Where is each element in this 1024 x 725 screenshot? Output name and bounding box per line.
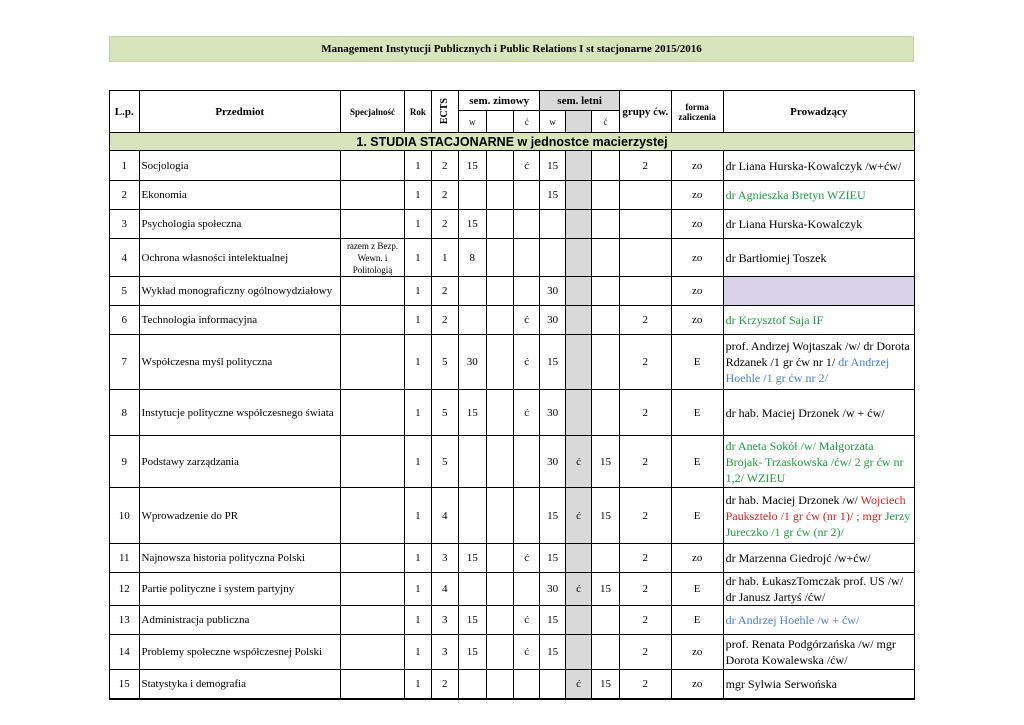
cell-specjalnosc [341,488,405,544]
cell-let-w: 30 [540,390,565,436]
lecturer-text: prof. Renata Podgórzańska /w/ mgr Dorota Kowalewska /ćw/ [725,637,896,667]
table-row [110,670,915,699]
cell-grupy: 2 [619,436,671,488]
lecturer-text: Jerzy Jureczko /1 gr ćw (nr 2)/ [725,508,911,539]
cell-grupy: 2 [619,151,671,181]
cell-przedmiot: Instytucje polityczne współczesnego świata [139,390,341,436]
cell-ects: 5 [431,390,458,436]
cell-ects: 4 [431,573,458,606]
header-zc: ć [513,111,539,133]
cell-let-c [565,335,591,390]
cell-let-w: 30 [540,573,565,606]
cell-zim-w [459,573,486,606]
cell-przedmiot: Podstawy zarządzania [139,436,341,488]
cell-let-w: 15 [540,606,565,635]
cell-zim-c [513,573,539,606]
cell-let-w: 30 [540,277,565,306]
cell-specjalnosc [341,573,405,606]
cell-przedmiot: Wprowadzenie do PR [139,488,341,544]
cell-lp: 12 [110,573,140,606]
cell-przedmiot: Ekonomia [139,181,341,210]
lecturer-text: dr Marzenna Giedrojć /w+ćw/ [725,551,871,565]
cell-zim-w: 15 [459,210,486,239]
cell-zim-blank [486,277,513,306]
cell-forma: zo [671,181,723,210]
cell-lp: 11 [110,544,140,573]
section-title: 1. STUDIA STACJONARNE w jednostce macierzystej [110,133,915,151]
cell-przedmiot: Technologia informacyjna [139,306,341,335]
cell-specjalnosc [341,670,405,699]
cell-let-c [565,239,591,277]
table-row [110,335,915,390]
cell-zim-blank [486,239,513,277]
cell-przedmiot: Współczesna myśl polityczna [139,335,341,390]
cell-zim-w [459,181,486,210]
cell-prowadzacy [723,181,914,210]
header-lp: L.p. [110,91,140,133]
cell-zim-w [459,488,486,544]
cell-lp: 3 [110,210,140,239]
cell-forma: zo [671,239,723,277]
cell-przedmiot: Socjologia [139,151,341,181]
cell-let-c: ć [565,436,591,488]
cell-rok: 1 [405,151,431,181]
cell-zim-c [513,239,539,277]
cell-lp: 9 [110,436,140,488]
cell-let-w2 [592,239,619,277]
header-grupy: grupy ćw. [619,91,671,133]
cell-rok: 1 [405,544,431,573]
header-prowadzacy: Prowadzący [723,91,914,133]
cell-ects: 3 [431,544,458,573]
cell-zim-w: 15 [459,635,486,670]
cell-zim-c: ć [513,544,539,573]
cell-rok: 1 [405,306,431,335]
cell-prowadzacy [723,544,914,573]
cell-let-w2: 15 [592,488,619,544]
cell-prowadzacy [723,277,914,306]
cell-zim-blank [486,635,513,670]
cell-rok: 1 [405,210,431,239]
lecturer-text: dr hab. Maciej Drzonek /w/ [725,492,861,507]
cell-prowadzacy [723,488,914,544]
cell-ects: 2 [431,670,458,699]
header-sem-zimowy: sem. zimowy [459,91,540,111]
cell-specjalnosc [341,277,405,306]
cell-grupy: 2 [619,335,671,390]
cell-zim-w: 15 [459,606,486,635]
cell-grupy: 2 [619,635,671,670]
cell-lp: 6 [110,306,140,335]
cell-lp: 5 [110,277,140,306]
header-lc: ć [592,111,619,133]
cell-prowadzacy [723,239,914,277]
table-row [110,151,915,181]
cell-specjalnosc [341,151,405,181]
cell-ects: 4 [431,488,458,544]
cell-grupy [619,277,671,306]
cell-lp: 1 [110,151,140,181]
cell-lp: 10 [110,488,140,544]
table-row [110,277,915,306]
cell-zim-c [513,277,539,306]
cell-zim-w [459,436,486,488]
lecturer-text: dr hab. ŁukaszTomczak prof. US /w/ dr Janusz Jartyś /ćw/ [725,574,904,604]
cell-specjalnosc [341,635,405,670]
header-przedmiot: Przedmiot [139,91,341,133]
lecturer-text: dr Aneta Sokół /w/ Małgorzata Brojak- Trzaskowska /ćw/ 2 gr ćw nr 1,2/ WZIEU [725,438,904,485]
cell-zim-blank [486,606,513,635]
cell-ects: 3 [431,635,458,670]
header-sem-letni: sem. letni [540,91,619,111]
cell-forma: zo [671,210,723,239]
cell-grupy: 2 [619,390,671,436]
cell-let-c [565,277,591,306]
cell-zim-c: ć [513,335,539,390]
lecturer-text: mgr Sylwia Serwońska [725,676,837,691]
cell-let-w: 15 [540,151,565,181]
cell-let-c: ć [565,488,591,544]
cell-let-w [540,239,565,277]
cell-zim-c [513,436,539,488]
table-row [110,488,915,544]
lecturer-text: dr Liana Hurska-Kowalczyk [725,217,863,231]
cell-specjalnosc [341,606,405,635]
cell-rok: 1 [405,335,431,390]
cell-prowadzacy [723,151,914,181]
cell-specjalnosc [341,306,405,335]
cell-prowadzacy [723,670,914,699]
cell-przedmiot: Administracja publiczna [139,606,341,635]
cell-lp: 7 [110,335,140,390]
table-row [110,181,915,210]
cell-let-w2: 15 [592,436,619,488]
cell-zim-c: ć [513,390,539,436]
cell-przedmiot: Partie polityczne i system partyjny [139,573,341,606]
cell-let-c [565,151,591,181]
page-title: Management Instytucji Publicznych i Public Relations I st stacjonarne 2015/2016 [109,36,914,62]
cell-zim-blank [486,390,513,436]
cell-let-w: 30 [540,306,565,335]
header-lw: w [540,111,565,133]
cell-let-w [540,670,565,699]
cell-prowadzacy [723,306,914,335]
cell-specjalnosc [341,436,405,488]
cell-grupy: 2 [619,544,671,573]
cell-zim-blank [486,544,513,573]
cell-let-w: 15 [540,488,565,544]
cell-specjalnosc [341,335,405,390]
table-row [110,390,915,436]
cell-zim-c [513,670,539,699]
cell-let-c [565,606,591,635]
cell-prowadzacy [723,390,914,436]
cell-let-w2: 15 [592,670,619,699]
cell-forma: E [671,335,723,390]
cell-forma: E [671,436,723,488]
cell-let-c [565,181,591,210]
cell-zim-blank [486,436,513,488]
cell-rok: 1 [405,670,431,699]
cell-prowadzacy [723,436,914,488]
cell-przedmiot: Wykład monograficzny ogólnowydziałowy [139,277,341,306]
lecturer-text: dr hab. Maciej Drzonek /w + ćw/ [725,405,885,420]
cell-zim-c: ć [513,635,539,670]
table-row [110,210,915,239]
cell-specjalnosc: razem z Bezp. Wewn. i Politologią [341,239,405,277]
cell-zim-blank [486,573,513,606]
cell-zim-blank [486,181,513,210]
cell-zim-c: ć [513,151,539,181]
cell-let-w: 30 [540,436,565,488]
cell-ects: 5 [431,335,458,390]
cell-let-w2 [592,181,619,210]
cell-let-c: ć [565,573,591,606]
cell-zim-blank [486,335,513,390]
cell-zim-c: ć [513,606,539,635]
cell-let-w2 [592,277,619,306]
cell-let-w: 15 [540,635,565,670]
cell-grupy: 2 [619,573,671,606]
cell-ects: 1 [431,239,458,277]
cell-prowadzacy [723,573,914,606]
lecturer-text: dr Bartłomiej Toszek [725,250,827,265]
cell-let-w2 [592,306,619,335]
header-specjalnosc: Specjalność [341,91,405,133]
cell-forma: E [671,488,723,544]
cell-grupy: 2 [619,488,671,544]
header-forma: forma zaliczenia [671,91,723,133]
table-row [110,573,915,606]
cell-zim-c: ć [513,306,539,335]
cell-rok: 1 [405,239,431,277]
cell-zim-w: 15 [459,544,486,573]
cell-forma: zo [671,544,723,573]
cell-forma: E [671,390,723,436]
cell-zim-w: 30 [459,335,486,390]
cell-zim-blank [486,670,513,699]
cell-rok: 1 [405,488,431,544]
lecturer-text: Wojciech Paukszteło /1 gr ćw (nr 1)/ ; mgr [725,492,906,523]
cell-let-w2 [592,335,619,390]
cell-let-c: ć [565,670,591,699]
cell-ects: 2 [431,210,458,239]
cell-rok: 1 [405,635,431,670]
cell-let-w2: 15 [592,573,619,606]
cell-forma: zo [671,306,723,335]
cell-let-w2 [592,151,619,181]
cell-forma: E [671,606,723,635]
cell-rok: 1 [405,277,431,306]
cell-forma: zo [671,277,723,306]
cell-let-w: 15 [540,181,565,210]
cell-zim-blank [486,306,513,335]
cell-lp: 15 [110,670,140,699]
cell-przedmiot: Najnowsza historia polityczna Polski [139,544,341,573]
cell-grupy [619,210,671,239]
cell-prowadzacy [723,635,914,670]
lecturer-text: dr Krzysztof Saja IF [725,313,824,327]
cell-zim-c [513,488,539,544]
lecturer-text: prof. Andrzej Wojtaszak /w/ dr Dorota Rdzanek /1 gr ćw nr 1/ [725,339,910,369]
lecturer-text: dr Agnieszka Bretyn WZIEU [725,188,866,202]
cell-zim-blank [486,151,513,181]
cell-zim-w [459,306,486,335]
course-table [109,90,915,700]
cell-zim-blank [486,488,513,544]
cell-let-c [565,210,591,239]
cell-prowadzacy [723,210,914,239]
cell-grupy [619,239,671,277]
cell-forma: zo [671,151,723,181]
cell-zim-w [459,670,486,699]
cell-let-c [565,635,591,670]
cell-let-w2 [592,635,619,670]
cell-let-w [540,210,565,239]
cell-let-c [565,390,591,436]
cell-grupy [619,181,671,210]
cell-grupy: 2 [619,670,671,699]
cell-zim-c [513,210,539,239]
cell-let-w2 [592,390,619,436]
cell-let-c [565,544,591,573]
cell-zim-w: 15 [459,390,486,436]
cell-rok: 1 [405,181,431,210]
cell-let-c [565,306,591,335]
cell-let-w2 [592,544,619,573]
lecturer-text: dr Andrzej Hoehle /w + ćw/ [725,613,860,627]
cell-grupy: 2 [619,306,671,335]
cell-ects: 5 [431,436,458,488]
cell-specjalnosc [341,210,405,239]
cell-zim-c [513,181,539,210]
cell-lp: 14 [110,635,140,670]
cell-lp: 13 [110,606,140,635]
cell-specjalnosc [341,390,405,436]
cell-forma: zo [671,635,723,670]
table-row [110,239,915,277]
cell-przedmiot: Problemy społeczne współczesnej Polski [139,635,341,670]
cell-ects: 2 [431,181,458,210]
header-rok: Rok [405,91,431,133]
cell-let-w: 15 [540,544,565,573]
cell-let-w2 [592,606,619,635]
cell-rok: 1 [405,436,431,488]
cell-ects: 2 [431,306,458,335]
header-ects: ECTS [439,98,451,125]
header-zw: w [459,111,486,133]
cell-specjalnosc [341,544,405,573]
lecturer-text: dr Liana Hurska-Kowalczyk /w+ćw/ [725,158,902,173]
table-row [110,635,915,670]
lecturer-text: dr Andrzej Hoehle /1 gr ćw nr 2/ [725,355,890,385]
cell-przedmiot: Ochrona własności intelektualnej [139,239,341,277]
table-row [110,544,915,573]
table-row [110,436,915,488]
cell-zim-w: 15 [459,151,486,181]
cell-ects: 2 [431,151,458,181]
cell-rok: 1 [405,573,431,606]
cell-let-w2 [592,210,619,239]
cell-rok: 1 [405,390,431,436]
cell-forma: zo [671,670,723,699]
table-row [110,306,915,335]
cell-zim-w [459,277,486,306]
cell-rok: 1 [405,606,431,635]
cell-forma: E [671,573,723,606]
cell-lp: 4 [110,239,140,277]
cell-lp: 2 [110,181,140,210]
cell-przedmiot: Psychologia społeczna [139,210,341,239]
cell-zim-w: 8 [459,239,486,277]
cell-lp: 8 [110,390,140,436]
cell-przedmiot: Statystyka i demografia [139,670,341,699]
table-row [110,606,915,635]
cell-specjalnosc [341,181,405,210]
cell-ects: 3 [431,606,458,635]
cell-prowadzacy [723,335,914,390]
cell-let-w: 15 [540,335,565,390]
cell-prowadzacy [723,606,914,635]
cell-grupy: 2 [619,606,671,635]
cell-zim-blank [486,210,513,239]
cell-ects: 2 [431,277,458,306]
